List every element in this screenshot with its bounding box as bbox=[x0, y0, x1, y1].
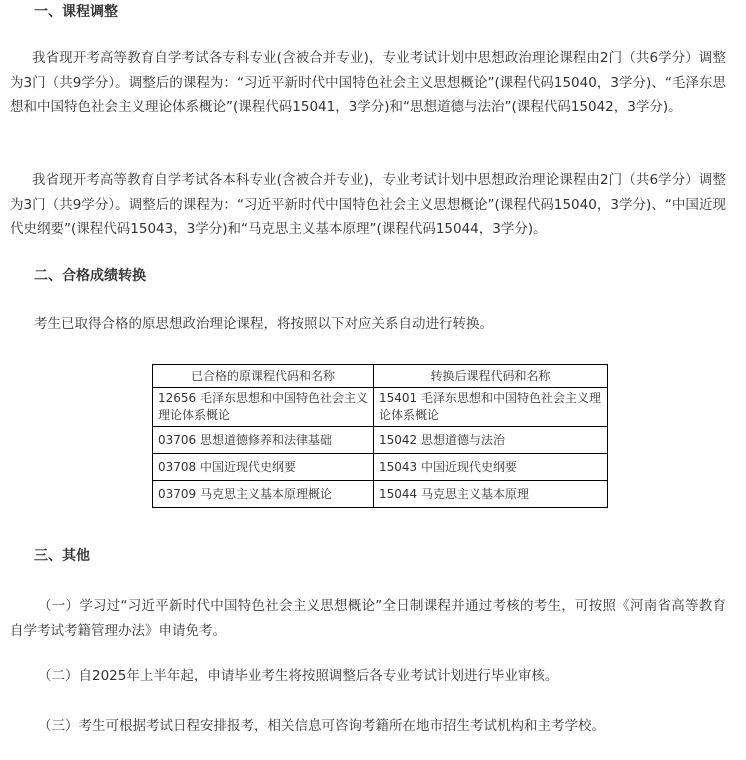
other-item-graduation-review: （二）自2025年上半年起，申请毕业考生将按照调整后各专业考试计划进行毕业审核。 bbox=[38, 668, 559, 684]
other-item-registration: （三）考生可根据考试日程安排报考，相关信息可咨询考籍所在地市招生考试机构和主考学校。 bbox=[38, 718, 605, 734]
table-cell-original: 12656 毛泽东思想和中国特色社会主义理论体系概论 bbox=[153, 388, 374, 427]
other-item-exemption: （一）学习过“习近平新时代中国特色社会主义思想概论”全日制课程并通过考核的考生，可按照《河南省高等教育自学考试考籍管理办法》申请免考。 bbox=[10, 598, 726, 639]
table-cell-original: 03709 马克思主义基本原理概论 bbox=[153, 481, 374, 508]
paragraph-conversion-intro: 考生已取得合格的原思想政治理论课程，将按照以下对应关系自动进行转换。 bbox=[34, 316, 493, 332]
table-cell-converted: 15044 马克思主义基本原理 bbox=[374, 481, 608, 508]
table-row bbox=[153, 454, 608, 481]
table-cell-original: 03708 中国近现代史纲要 bbox=[153, 454, 374, 481]
conversion-table bbox=[152, 364, 608, 508]
table-row bbox=[153, 388, 608, 427]
table-header-original: 已合格的原课程代码和名称 bbox=[153, 365, 374, 388]
paragraph-bachelor-programs: 我省现开考高等教育自学考试各本科专业(含被合并专业)，专业考试计划中思想政治理论课程由2门（共6学分）调整为3门（共9学分）。调整后的课程为：“习近平新时代中国特色社会主义思想概论”(课程代码15040，3学分)、“中国近现代史纲要”(课程代码15043，3学分)和“马克思主义基本原理”(课程代码15044，3学分)。 bbox=[10, 172, 726, 237]
table-row bbox=[153, 427, 608, 454]
table-header-converted: 转换后课程代码和名称 bbox=[374, 365, 608, 388]
table-cell-converted: 15043 中国近现代史纲要 bbox=[374, 454, 608, 481]
table-cell-converted: 15401 毛泽东思想和中国特色社会主义理论体系概论 bbox=[374, 388, 608, 427]
paragraph-associate-programs: 我省现开考高等教育自学考试各专科专业(含被合并专业)，专业考试计划中思想政治理论课程由2门（共6学分）调整为3门（共9学分）。调整后的课程为：“习近平新时代中国特色社会主义思想概论”(课程代码15040，3学分)、“毛泽东思想和中国特色社会主义理论体系概论”(课程代码15041，3学分)和“思想道德与法治”(课程代码15042，3学分)。 bbox=[10, 50, 726, 115]
table-cell-converted: 15042 思想道德与法治 bbox=[374, 427, 608, 454]
table-cell-original: 03706 思想道德修养和法律基础 bbox=[153, 427, 374, 454]
section-heading-other: 三、其他 bbox=[34, 548, 90, 564]
section-heading-score-conversion: 二、合格成绩转换 bbox=[34, 268, 146, 284]
section-heading-course-adjustment: 一、课程调整 bbox=[34, 4, 118, 20]
table-header-row bbox=[153, 365, 608, 388]
table-row bbox=[153, 481, 608, 508]
